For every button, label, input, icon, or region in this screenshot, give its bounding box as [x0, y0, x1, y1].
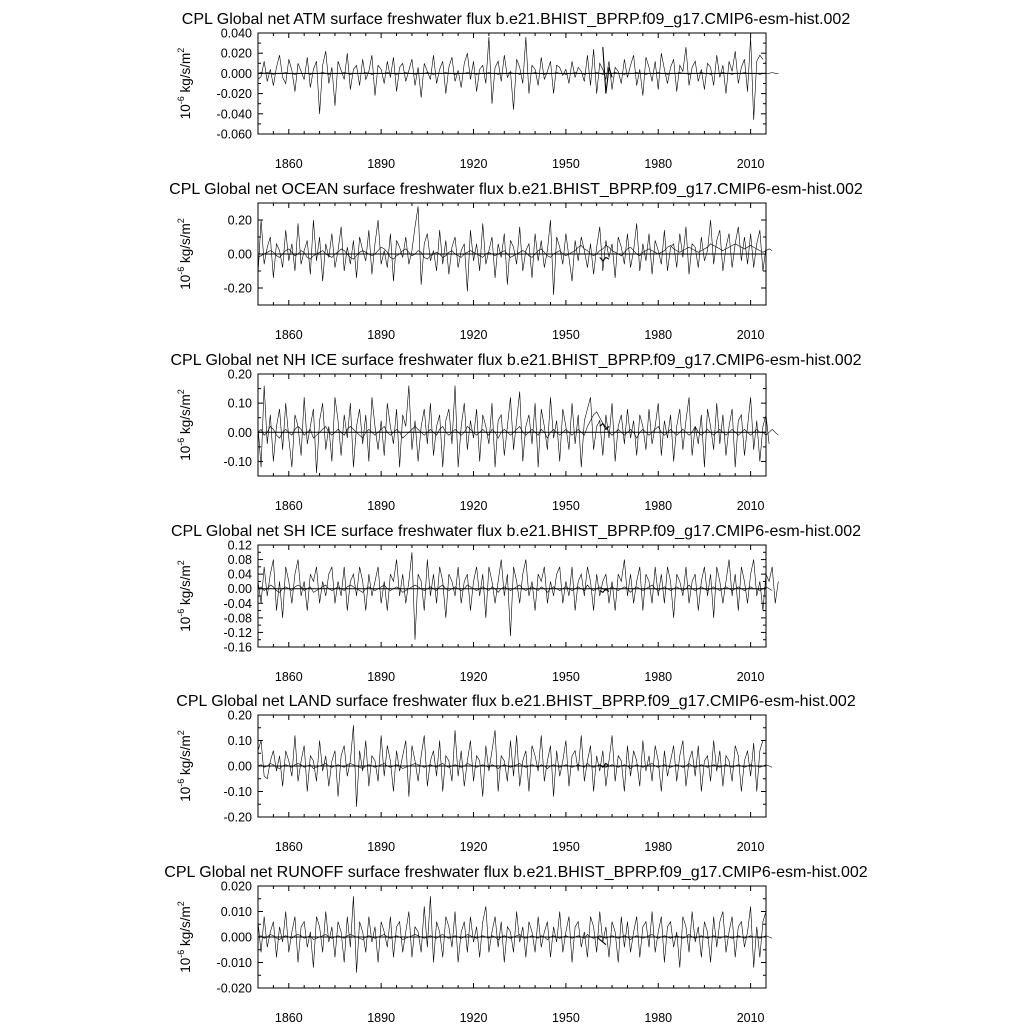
y-axis-label — [176, 389, 193, 461]
panel-4 — [171, 523, 861, 684]
x-tick-label: 2010 — [736, 157, 765, 171]
x-tick-label: 1860 — [274, 670, 303, 684]
y-tick-label: 0.020 — [220, 879, 252, 894]
panel-title: CPL Global net ATM surface freshwater flux b.e21.BHIST_BPRP.f09_g17.CMIP6-esm-hist.002 — [181, 11, 851, 28]
y-tick-label: 0.00 — [227, 582, 252, 597]
y-axis-label-exp: -6 — [176, 608, 186, 617]
y-tick-label: -0.060 — [216, 127, 252, 142]
y-tick-label: 0.10 — [227, 396, 252, 411]
y-axis-label-pow: 2 — [176, 389, 186, 395]
y-tick-label: 0.040 — [220, 26, 252, 41]
x-tick-label: 1980 — [644, 670, 673, 684]
y-axis-label-unit: kg/s/m — [178, 565, 193, 609]
panel-1 — [176, 11, 850, 171]
y-axis-label-exp: -6 — [176, 437, 186, 446]
y-axis-label-pow: 2 — [176, 218, 186, 224]
x-tick-label: 1890 — [367, 328, 396, 342]
y-tick-label: 0.20 — [227, 367, 252, 382]
x-tick-label: 2010 — [736, 499, 765, 513]
series-esm-run — [597, 937, 606, 945]
y-tick-label: -0.08 — [223, 611, 252, 626]
panel-2 — [169, 181, 863, 342]
x-tick-label: 2010 — [736, 328, 765, 342]
y-axis-label-unit: kg/s/m — [178, 223, 193, 267]
x-tick-label: 1980 — [644, 499, 673, 513]
series-annual — [258, 206, 766, 294]
y-axis-label-base: 10 — [178, 616, 193, 632]
y-tick-label: -0.010 — [216, 956, 252, 970]
y-tick-label: -0.12 — [223, 625, 252, 640]
y-tick-label: 0.000 — [220, 930, 252, 945]
x-tick-label: 1980 — [644, 157, 673, 171]
y-axis-label-unit: kg/s/m — [178, 906, 193, 950]
x-tick-label: 1890 — [367, 840, 396, 854]
y-axis-label-unit: kg/s/m — [178, 394, 193, 438]
x-tick-label: 2010 — [736, 840, 765, 854]
y-tick-label: 0.12 — [227, 538, 252, 553]
panel-title: CPL Global net RUNOFF surface freshwater flux b.e21.BHIST_BPRP.f09_g17.CMIP6-esm-hist.002 — [164, 864, 868, 881]
x-tick-label: 1890 — [367, 157, 396, 171]
plot-frame — [258, 33, 766, 134]
y-tick-label: -0.020 — [216, 87, 252, 102]
y-tick-label: 0.00 — [227, 425, 252, 440]
panel-6 — [164, 864, 868, 1024]
x-tick-label: 1860 — [274, 840, 303, 854]
y-tick-label: 0.20 — [227, 708, 252, 723]
y-axis-label — [176, 560, 193, 632]
y-axis-label-pow: 2 — [176, 47, 186, 53]
x-tick-label: 1890 — [367, 670, 396, 684]
x-tick-label: 1950 — [551, 499, 580, 513]
x-tick-label: 1980 — [644, 1011, 673, 1024]
x-tick-label: 1980 — [644, 328, 673, 342]
x-tick-label: 1950 — [551, 1011, 580, 1024]
y-tick-label: 0.10 — [227, 734, 252, 748]
series-annual — [258, 552, 778, 639]
x-tick-label: 1890 — [367, 499, 396, 513]
y-tick-label: -0.04 — [223, 596, 252, 611]
panel-5 — [176, 693, 856, 854]
x-tick-label: 2010 — [736, 670, 765, 684]
y-tick-label: -0.040 — [216, 107, 252, 122]
y-axis-label-unit: kg/s/m — [178, 52, 193, 97]
panel-3 — [171, 352, 862, 513]
x-tick-label: 1890 — [367, 1011, 396, 1024]
y-tick-label: 0.000 — [220, 66, 252, 81]
y-tick-label: -0.20 — [223, 281, 252, 296]
y-tick-label: 0.00 — [227, 759, 252, 774]
y-axis-label-exp: -6 — [176, 949, 186, 958]
y-axis-label-base: 10 — [178, 445, 193, 461]
y-tick-label: -0.20 — [223, 810, 252, 825]
x-tick-label: 2010 — [736, 1011, 765, 1024]
x-tick-label: 1920 — [459, 840, 488, 854]
y-tick-label: -0.020 — [216, 981, 252, 996]
x-tick-label: 1950 — [551, 157, 580, 171]
x-tick-label: 1920 — [459, 1011, 488, 1024]
series-annual — [258, 386, 769, 473]
x-tick-label: 1920 — [459, 328, 488, 342]
y-tick-label: -0.16 — [223, 640, 252, 655]
x-tick-label: 1980 — [644, 840, 673, 854]
series-annual — [258, 37, 763, 120]
y-axis-label-exp: -6 — [176, 96, 186, 105]
y-axis-label-exp: -6 — [176, 266, 186, 275]
x-tick-label: 1860 — [274, 499, 303, 513]
x-tick-label: 1950 — [551, 670, 580, 684]
y-tick-label: -0.10 — [223, 785, 252, 799]
y-tick-label: 0.20 — [227, 213, 252, 228]
y-axis-label — [176, 48, 193, 120]
panel-title: CPL Global net LAND surface freshwater flux b.e21.BHIST_BPRP.f09_g17.CMIP6-esm-hist.002 — [176, 693, 856, 710]
y-axis-label-base: 10 — [178, 786, 193, 802]
y-axis-label — [176, 730, 193, 802]
panel-title: CPL Global net NH ICE surface freshwater flux b.e21.BHIST_BPRP.f09_g17.CMIP6-esm-hist.002 — [170, 352, 862, 369]
y-axis-label-pow: 2 — [176, 901, 186, 907]
x-tick-label: 1860 — [274, 1011, 303, 1024]
y-axis-label — [176, 218, 193, 290]
y-tick-label: -0.10 — [223, 454, 252, 469]
y-axis-label-pow: 2 — [176, 730, 186, 736]
y-axis-label-unit: kg/s/m — [178, 735, 193, 779]
x-tick-label: 1860 — [274, 328, 303, 342]
x-tick-label: 1950 — [551, 840, 580, 854]
y-tick-label: 0.00 — [227, 247, 252, 262]
y-axis-label-base: 10 — [178, 104, 193, 120]
y-tick-label: 0.020 — [220, 46, 252, 61]
y-tick-label: 0.010 — [220, 905, 252, 919]
series-annual — [258, 896, 766, 973]
x-tick-label: 1920 — [459, 670, 488, 684]
x-tick-label: 1920 — [459, 499, 488, 513]
y-axis-label — [176, 901, 193, 973]
x-tick-label: 1860 — [274, 157, 303, 171]
panel-title: CPL Global net SH ICE surface freshwater flux b.e21.BHIST_BPRP.f09_g17.CMIP6-esm-hist.002 — [170, 523, 862, 540]
x-tick-label: 1920 — [459, 157, 488, 171]
y-axis-label-exp: -6 — [176, 778, 186, 787]
y-tick-label: 0.08 — [227, 553, 252, 568]
y-axis-label-base: 10 — [178, 274, 193, 290]
y-tick-label: 0.04 — [227, 567, 252, 582]
y-axis-label-pow: 2 — [176, 560, 186, 566]
y-axis-label-base: 10 — [178, 957, 193, 973]
x-tick-label: 1950 — [551, 328, 580, 342]
panel-title: CPL Global net OCEAN surface freshwater flux b.e21.BHIST_BPRP.f09_g17.CMIP6-esm-hist.002 — [169, 181, 863, 198]
